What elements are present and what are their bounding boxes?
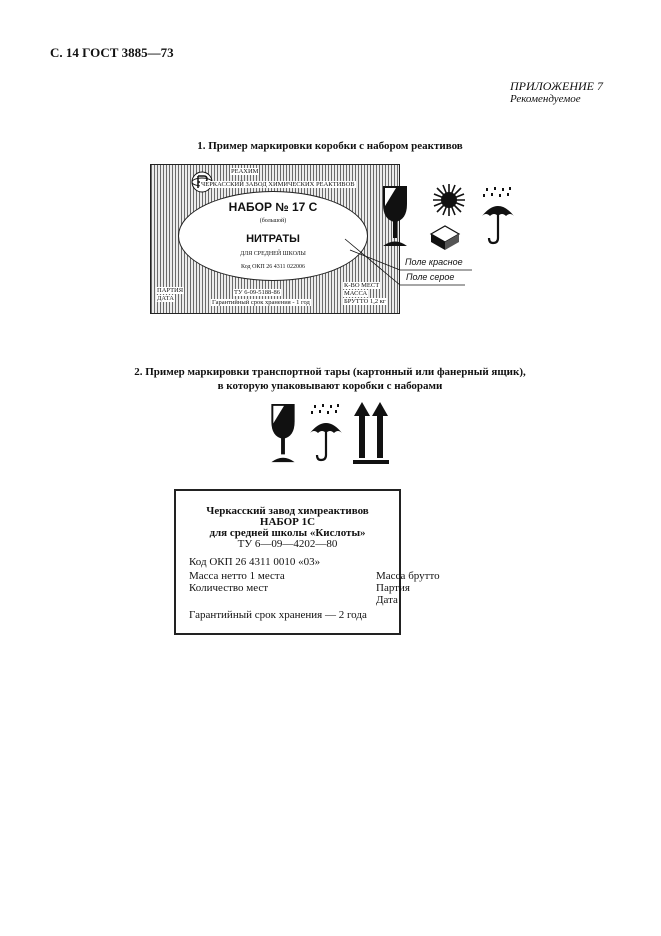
appendix-subtitle: Рекомендуемое <box>510 93 581 105</box>
label-places: К-ВО МЕСТ <box>344 282 380 289</box>
transport-net-mass: Масса нетто 1 места <box>189 570 285 582</box>
transport-tu: ТУ 6—09—4202—80 <box>237 538 338 550</box>
label-factory: ЧЕРКАССКИЙ ЗАВОД ХИМИЧЕСКИХ РЕАКТИВОВ <box>201 181 355 188</box>
transport-batch: Партия <box>376 582 410 594</box>
appendix-title: ПРИЛОЖЕНИЕ 7 <box>510 79 603 93</box>
label-batch: ПАРТИЯ <box>157 287 184 294</box>
label-set-name: НИТРАТЫ <box>246 233 300 245</box>
transport-factory: Черкасский завод химреактивов <box>206 505 369 517</box>
label-okp-code: Код ОКП 26 4311 022006 <box>240 264 306 270</box>
label-gross: БРУТТО 1,2 кг <box>344 298 386 305</box>
transport-date: Дата <box>376 594 398 606</box>
section2-title-line1: 2. Пример маркировки транспортной тары (картонный или фанерный ящик), <box>134 366 526 378</box>
field-label-grey: Поле серое <box>406 272 455 282</box>
fragile-glass-icon <box>268 402 298 466</box>
transport-gross: Масса брутто <box>376 570 440 582</box>
label-reagent: РЕАХИМ <box>231 168 259 175</box>
label-mass: МАССА <box>344 290 368 297</box>
label-size-note: (большой) <box>259 218 287 224</box>
protect-from-heat-icon <box>426 182 472 252</box>
label-date: ДАТА <box>157 295 174 302</box>
keep-dry-icon <box>308 402 344 466</box>
field-label-red: Поле красное <box>405 257 463 267</box>
transport-okp: Код ОКП 26 4311 0010 «03» <box>189 556 321 568</box>
section1-title: 1. Пример маркировки коробки с набором реактивов <box>197 140 463 152</box>
page-header: С. 14 ГОСТ 3885—73 <box>50 45 174 60</box>
appendix-label <box>510 80 603 106</box>
section2-title-line2: в которую упаковывают коробки с наборами <box>217 380 443 392</box>
label-school: ДЛЯ СРЕДНЕЙ ШКОЛЫ <box>240 251 306 257</box>
this-way-up-icon <box>352 400 390 466</box>
transport-set: НАБОР 1С <box>259 516 316 528</box>
transport-places: Количество мест <box>189 582 269 594</box>
label-warranty: Гарантийный срок хранения - 1 год <box>212 299 310 306</box>
label-tu: ТУ 6-09-5188-86 <box>234 289 280 296</box>
transport-warranty: Гарантийный срок хранения — 2 года <box>189 609 367 621</box>
transport-school: для средней школы «Кислоты» <box>209 527 366 539</box>
label-set-title: НАБОР № 17 С <box>228 200 318 214</box>
section2-title <box>120 365 540 393</box>
keep-dry-icon <box>480 186 516 248</box>
